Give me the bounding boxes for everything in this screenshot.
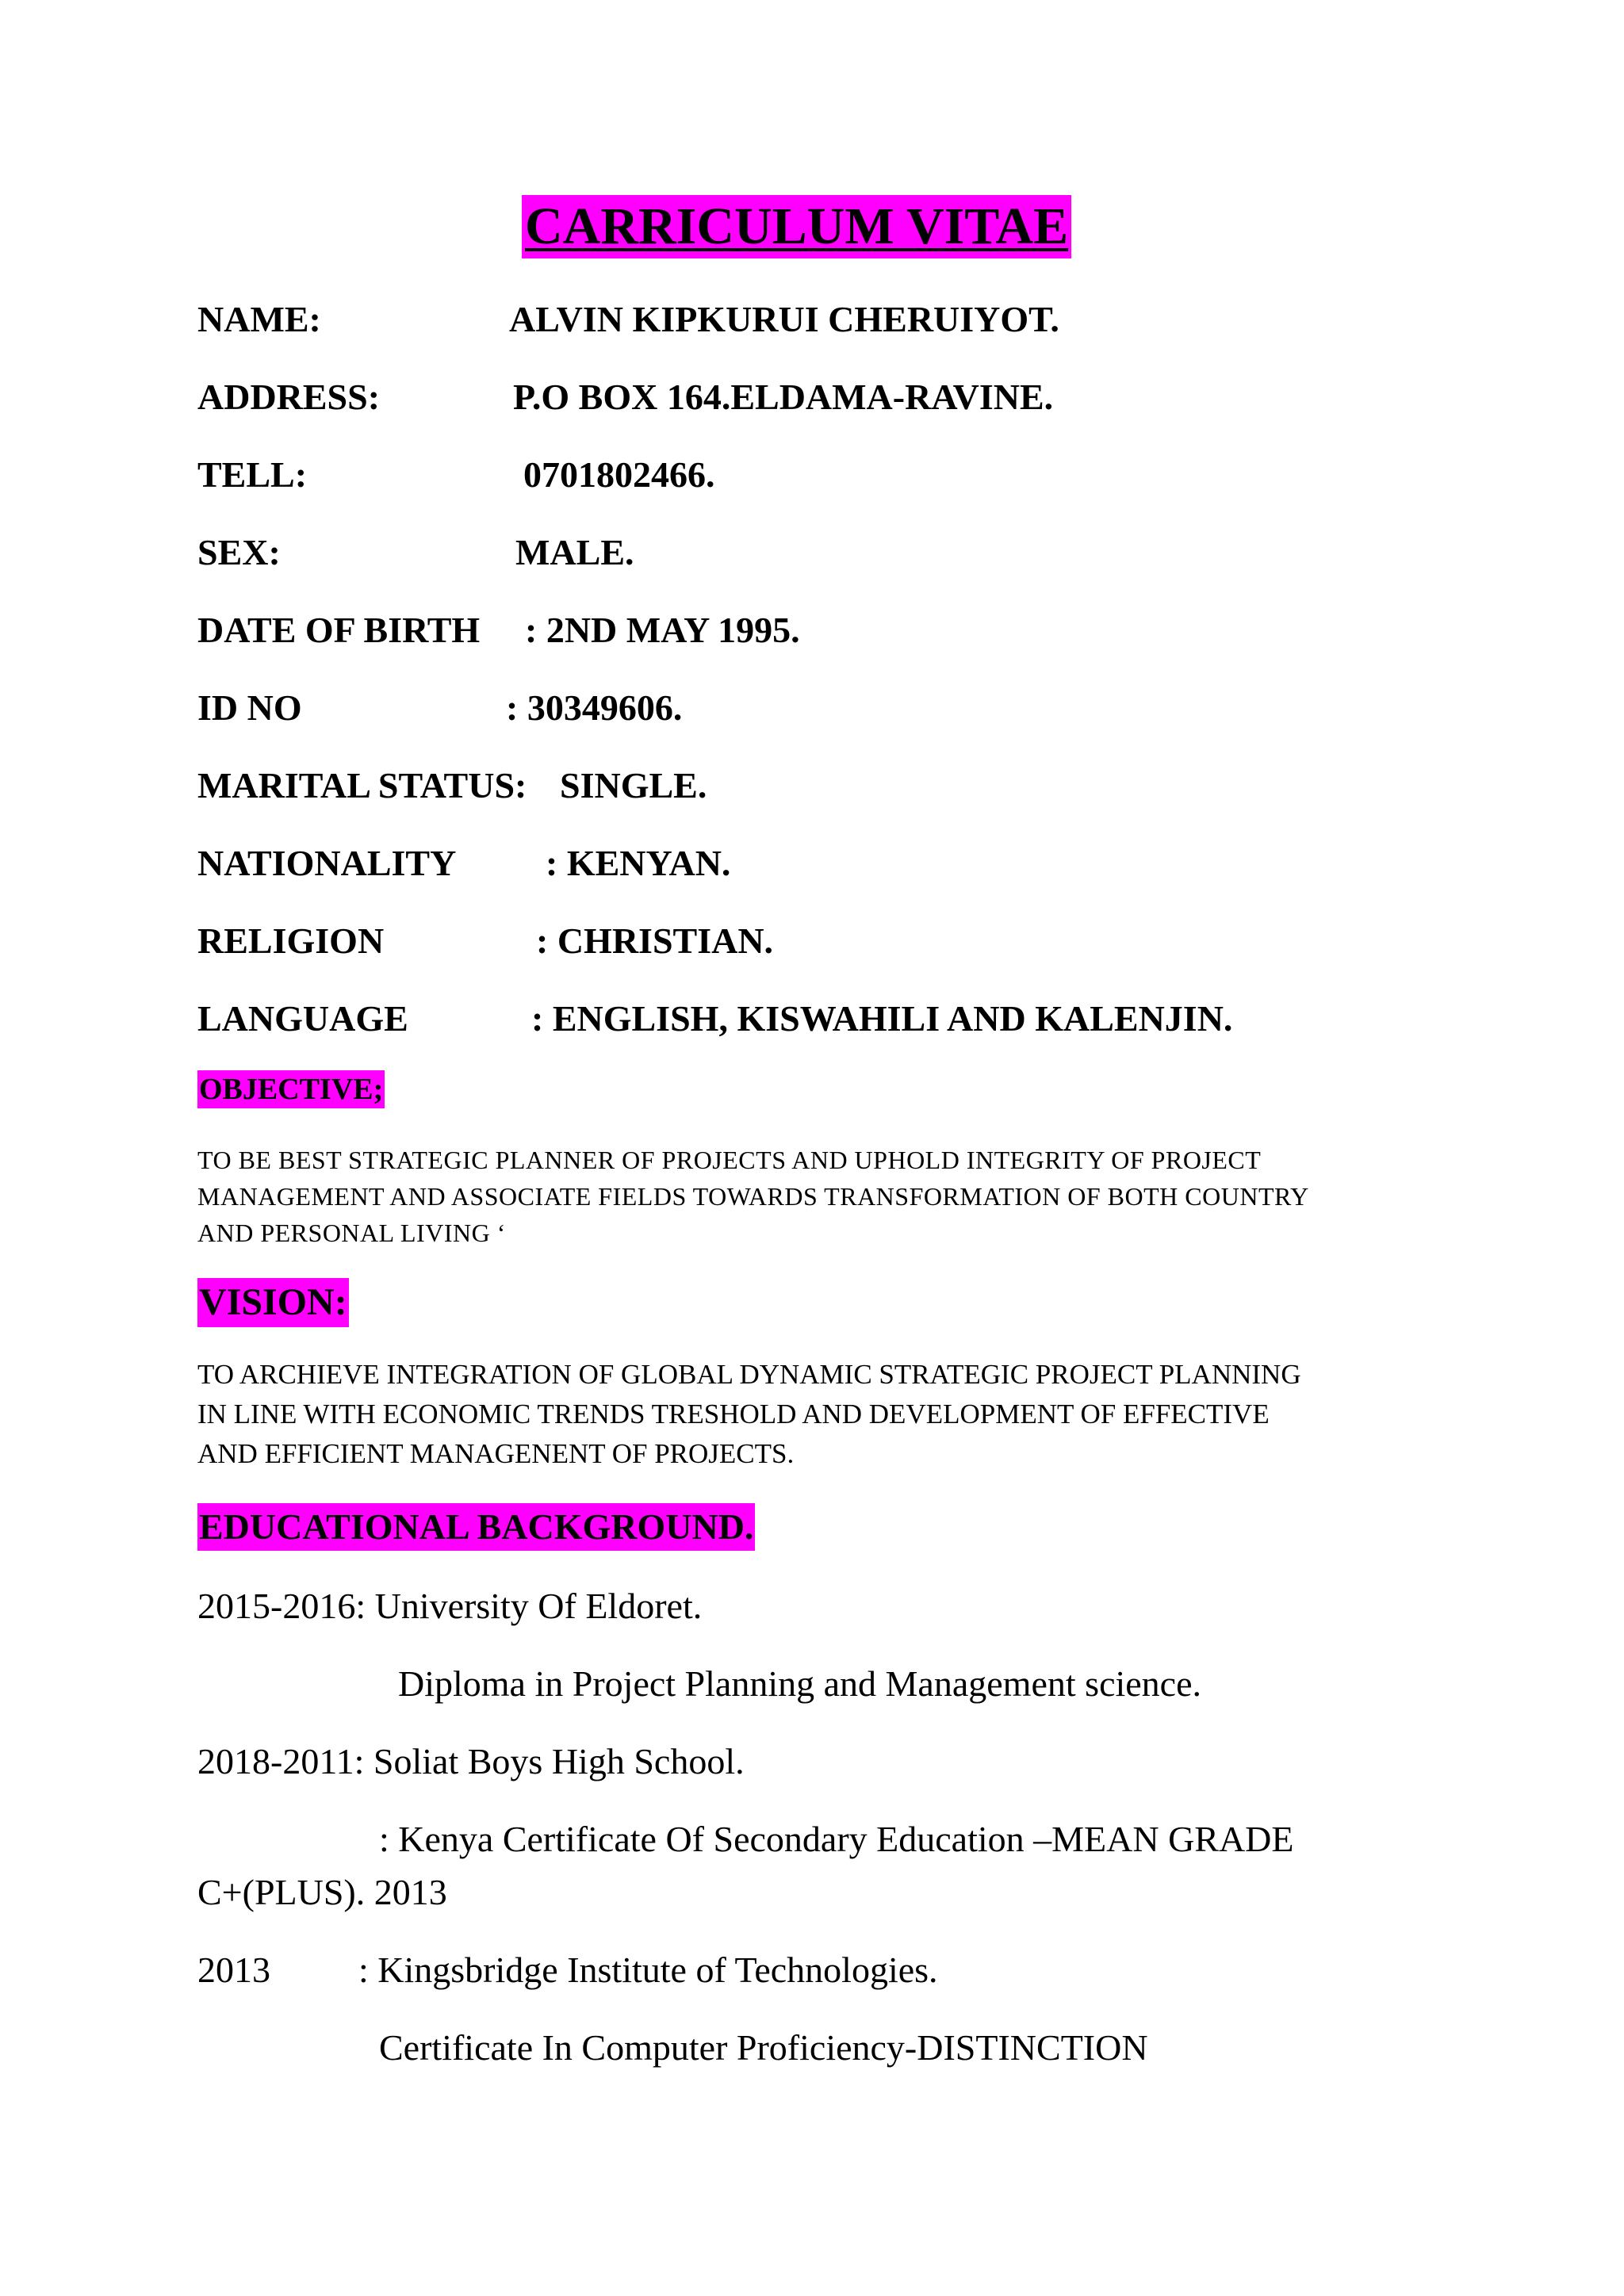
religion-label: RELIGION <box>197 920 385 961</box>
dob-label: DATE OF BIRTH <box>197 610 481 650</box>
education-detail: Certificate In Computer Proficiency-DISTINCTION <box>379 2027 1148 2068</box>
vision-line: IN LINE WITH ECONOMIC TRENDS TRESHOLD AND DEVELOPMENT OF EFFECTIVE <box>197 1399 1270 1429</box>
address-value: P.O BOX 164.ELDAMA-RAVINE. <box>513 377 1054 417</box>
language-value: : ENGLISH, KISWAHILI AND KALENJIN. <box>531 998 1233 1039</box>
tell-label: TELL: <box>197 454 308 495</box>
education-heading: EDUCATIONAL BACKGROUND. <box>197 1503 755 1551</box>
nationality-value: : KENYAN. <box>546 843 731 883</box>
education-detail: : Kenya Certificate Of Secondary Education –MEAN GRADE <box>379 1819 1294 1859</box>
objective-heading: OBJECTIVE; <box>197 1070 385 1108</box>
name-value: ALVIN KIPKURUI CHERUIYOT. <box>509 299 1059 339</box>
education-entry: 2018-2011: Soliat Boys High School. <box>197 1741 745 1781</box>
sex-label: SEX: <box>197 532 281 572</box>
language-label: LANGUAGE <box>197 998 408 1039</box>
vision-line: TO ARCHIEVE INTEGRATION OF GLOBAL DYNAMIC STRATEGIC PROJECT PLANNING <box>197 1359 1301 1390</box>
address-label: ADDRESS: <box>197 377 381 417</box>
education-detail: Diploma in Project Planning and Management science. <box>398 1663 1202 1704</box>
religion-value: : CHRISTIAN. <box>536 920 774 961</box>
document-title: CARRICULUM VITAE <box>522 195 1071 258</box>
marital-status-value: SINGLE. <box>560 765 707 806</box>
dob-value: : 2ND MAY 1995. <box>525 610 800 650</box>
education-entry: : Kingsbridge Institute of Technologies. <box>358 1950 938 1990</box>
education-entry: 2015-2016: University Of Eldoret. <box>197 1586 703 1626</box>
id-label: ID NO <box>197 687 302 728</box>
id-value: : 30349606. <box>506 687 683 728</box>
education-entry-year: 2013 <box>197 1950 270 1990</box>
nationality-label: NATIONALITY <box>197 843 457 883</box>
education-detail: C+(PLUS). 2013 <box>197 1872 447 1912</box>
vision-line: AND EFFICIENT MANAGENENT OF PROJECTS. <box>197 1438 795 1469</box>
marital-status-label: MARITAL STATUS: <box>197 765 527 806</box>
objective-line: TO BE BEST STRATEGIC PLANNER OF PROJECTS AND UPHOLD INTEGRITY OF PROJECT <box>197 1146 1262 1174</box>
objective-line: AND PERSONAL LIVING ‘ <box>197 1219 506 1247</box>
vision-heading: VISION: <box>197 1278 349 1327</box>
name-label: NAME: <box>197 299 321 339</box>
tell-value: 0701802466. <box>523 454 715 495</box>
objective-line: MANAGEMENT AND ASSOCIATE FIELDS TOWARDS TRANSFORMATION OF BOTH COUNTRY <box>197 1182 1309 1211</box>
sex-value: MALE. <box>515 532 634 572</box>
